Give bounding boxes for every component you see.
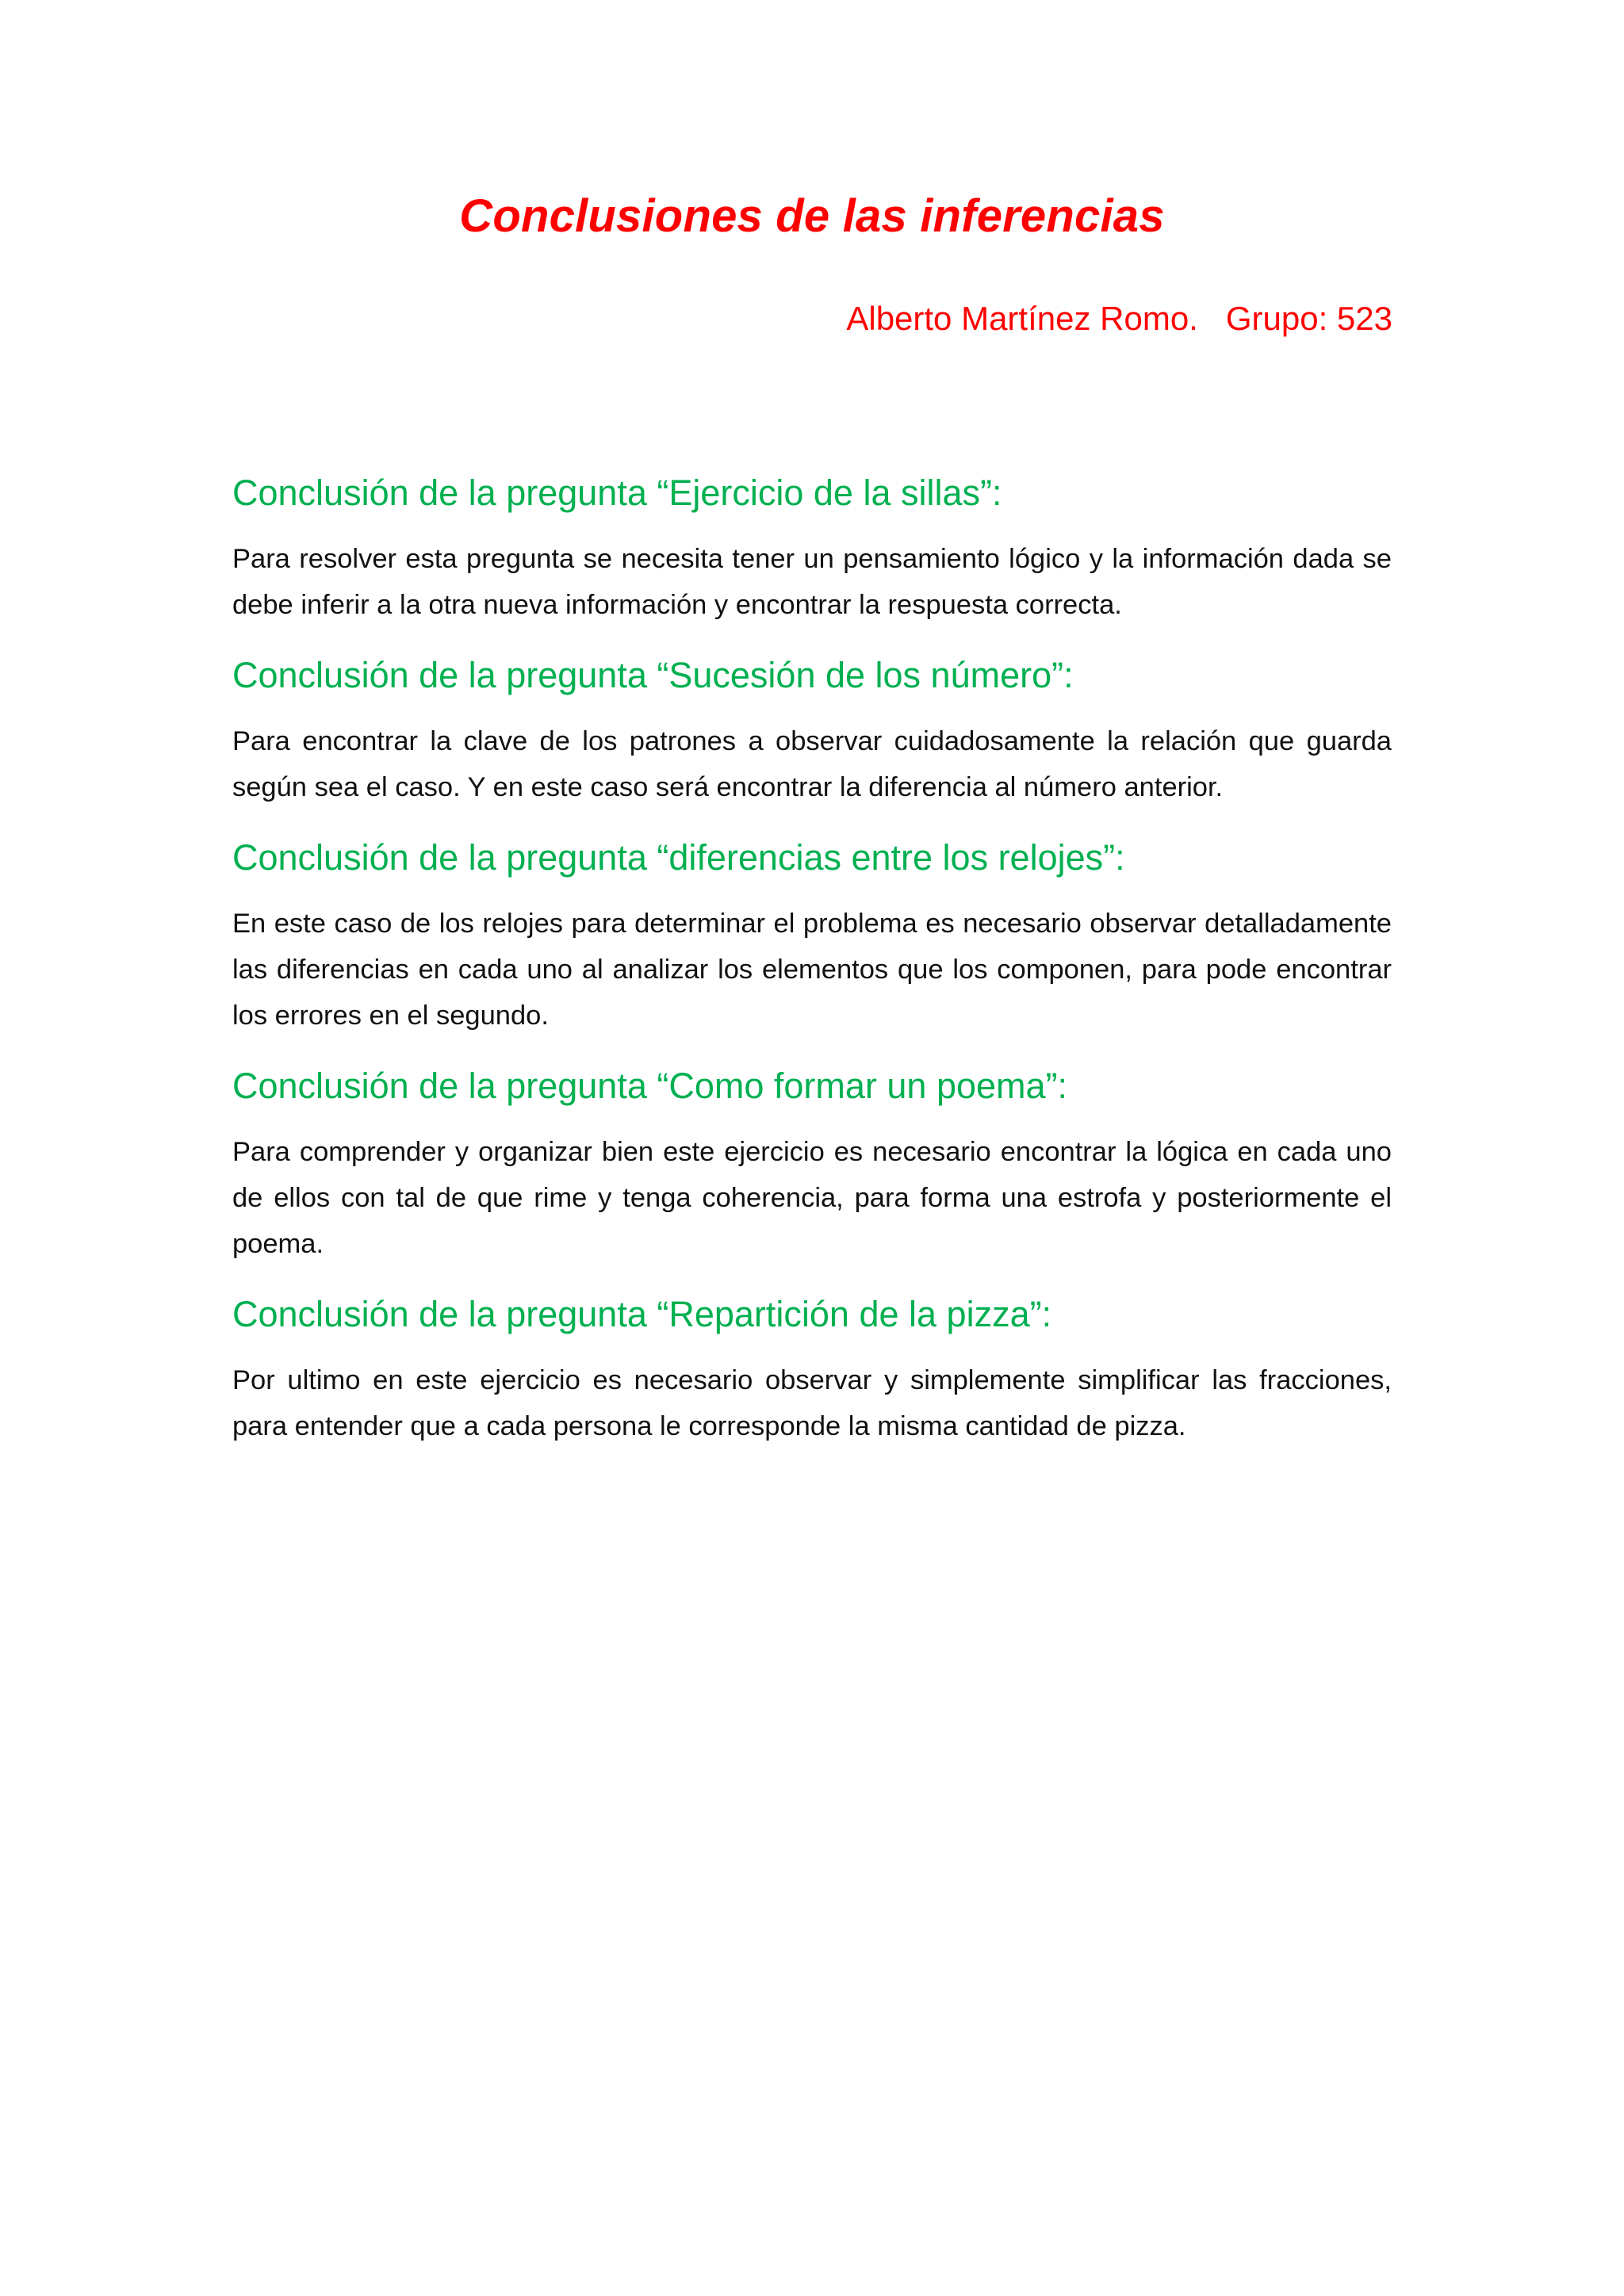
conclusion-section xyxy=(232,468,1392,628)
conclusion-section xyxy=(232,650,1392,810)
document-title: Conclusiones de las inferencias xyxy=(459,190,1165,242)
document-content xyxy=(232,468,1392,1471)
section-heading: Conclusión de la pregunta “Repartición de la pizza”: xyxy=(232,1294,1052,1334)
conclusion-section xyxy=(232,1061,1392,1267)
section-heading: Conclusión de la pregunta “Como formar un poema”: xyxy=(232,1066,1068,1106)
conclusion-section xyxy=(232,1289,1392,1449)
section-body: En este caso de los relojes para determinar el problema es necesario observar detalladamente las diferencias en cada uno al analizar los elementos que los componen, para pode encontrar los errores en el segundo. xyxy=(232,909,1392,1031)
author-line: Alberto Martínez Romo. Grupo: 523 xyxy=(846,300,1392,337)
section-body: Para encontrar la clave de los patrones a observar cuidadosamente la relación que guarda según sea el caso. Y en este caso será encontrar la diferencia al número anterior. xyxy=(232,726,1392,802)
conclusion-section xyxy=(232,832,1392,1039)
section-heading: Conclusión de la pregunta “Sucesión de los número”: xyxy=(232,655,1074,695)
section-body: Por ultimo en este ejercicio es necesario observar y simplemente simplificar las fracciones, para entender que a cada persona le corresponde la misma cantidad de pizza. xyxy=(232,1365,1392,1441)
section-body: Para resolver esta pregunta se necesita tener un pensamiento lógico y la información dada se debe inferir a la otra nueva información y encontrar la respuesta correcta. xyxy=(232,544,1392,620)
section-heading: Conclusión de la pregunta “diferencias entre los relojes”: xyxy=(232,837,1125,878)
section-heading: Conclusión de la pregunta “Ejercicio de la sillas”: xyxy=(232,473,1002,513)
section-body: Para comprender y organizar bien este ejercicio es necesario encontrar la lógica en cada uno de ellos con tal de que rime y tenga coherencia, para forma una estrofa y posteriormente el poema. xyxy=(232,1137,1392,1259)
